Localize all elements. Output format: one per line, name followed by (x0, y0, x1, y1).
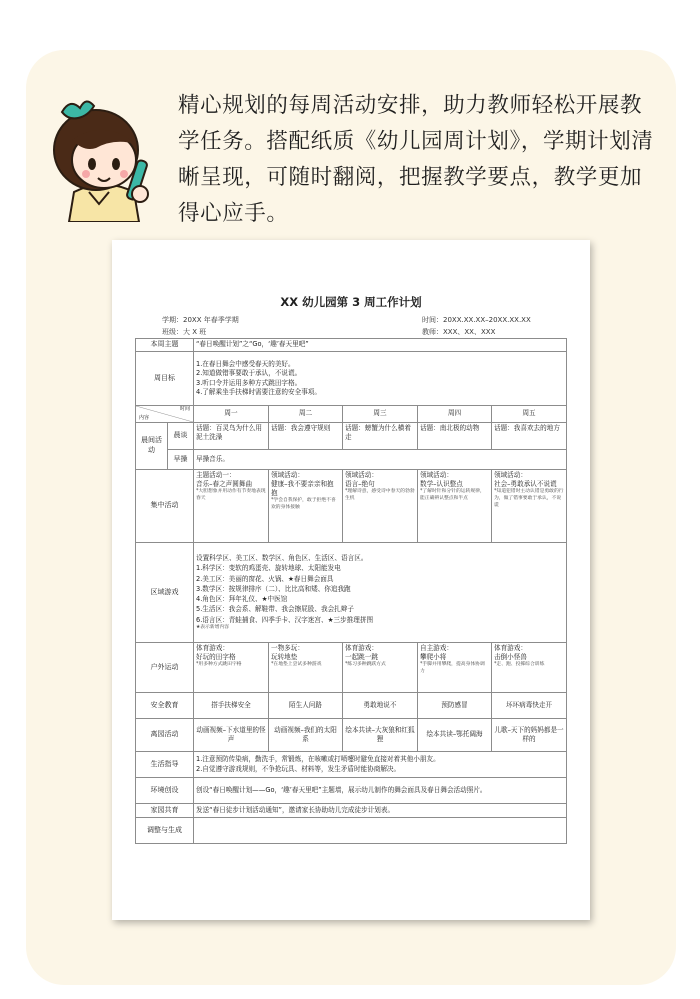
life-label: 生活指导 (136, 752, 194, 778)
chat-label: 晨谈 (168, 423, 194, 450)
safety-label: 安全教育 (136, 693, 194, 719)
env-label: 环境创设 (136, 778, 194, 804)
corner-header (136, 406, 194, 423)
plan-table (135, 338, 567, 844)
exercise-label: 早操 (168, 450, 194, 470)
central-cell: 主题活动一： 音乐–春之声圆舞曲 *大胆想象并用动作有节奏地表现春天 (194, 470, 269, 543)
plan-title: XX 幼儿园第 3 周工作计划 (280, 295, 422, 309)
morning-label: 晨间活动 (136, 423, 168, 470)
departure-cell: 动画视频–下水道里的怪声 (194, 719, 269, 752)
safety-cell: 陌生人问路 (269, 693, 343, 719)
central-cell: 领域活动： 语言–绝句 *理解诗意，感受诗中春天的勃勃生机 (343, 470, 418, 543)
girl-illustration (34, 92, 164, 222)
intro-text: 精心规划的每周活动安排，助力教师轻松开展教学任务。搭配纸质《幼儿园周计划》，学期计划清晰呈现，可随时翻阅，把握教学要点，教学更加得心应手。 (178, 93, 654, 226)
area-item: 2.美工区：美丽的窗花、火锅、★春日舞会面具 (196, 574, 334, 583)
outdoor-cell: 一物多玩： 玩转地垫 *在地垫上尝试多种游戏 (269, 643, 343, 693)
life-item: 1.注意预防传染病，勤洗手，常锻炼，在咳嗽或打喷嚏时避免直接对着其他小朋友。 (196, 755, 440, 764)
goal-item: 4.了解乘坐手扶梯时需要注意的安全事项。 (196, 387, 321, 396)
home-value: 发送“春日徒步计划活动通知”，邀请家长协助幼儿完成徒步计划表。 (194, 804, 567, 818)
area-item: 3.数学区：按规律排序（二）、比比高和矮、你追我跑 (196, 584, 351, 593)
teachers-text: 教师：XXX、XX、XXX (422, 328, 496, 336)
safety-cell: 预防感冒 (418, 693, 492, 719)
departure-cell: 绘本共读–大灰狼和红狐狸 (343, 719, 418, 752)
area-note: ★表示新增内容 (196, 624, 230, 630)
goals-label: 周目标 (136, 352, 194, 406)
safety-cell: 搭手扶梯安全 (194, 693, 269, 719)
adjust-value (194, 818, 567, 844)
day-header: 周四 (418, 406, 492, 423)
area-cell (194, 543, 567, 643)
departure-label: 离园活动 (136, 719, 194, 752)
theme-label: 本周主题 (136, 339, 194, 352)
outdoor-cell: 体育游戏： 一起跳一跳 *练习多种跳跃方式 (343, 643, 418, 693)
departure-cell: 儿歌–天下的妈妈都是一样的 (492, 719, 567, 752)
area-label: 区域游戏 (136, 543, 194, 643)
life-cell (194, 752, 567, 778)
goal-item: 2.知道做错事要敢于承认，不说谎。 (196, 369, 302, 378)
area-item: 6.语言区：青蛙捕食、四季手卡、汉字迷宫、★三步推理拼图 (196, 615, 374, 624)
central-cell: 领域活动： 健康–我不要亲亲和抱抱 *学会自我保护，敢于拒绝不喜欢的身体接触 (269, 470, 343, 543)
area-item: 设置科学区、美工区、数学区、角色区、生活区、语言区。 (196, 554, 368, 563)
chat-cell: 话题：百灵鸟为什么用泥土洗澡 (194, 423, 269, 450)
chat-cell: 话题：螃蟹为什么横着走 (343, 423, 418, 450)
goal-item: 1.在春日舞会中感受春天的美好。 (196, 360, 295, 369)
outdoor-cell: 自主游戏： 攀爬小将 *手脚并用攀爬，提高身体协调力 (418, 643, 492, 693)
weekly-plan-sheet (112, 240, 590, 920)
outdoor-cell: 体育游戏： 好玩的田字格 *用多种方式跳田字格 (194, 643, 269, 693)
chat-cell: 话题：我喜欢去的地方 (492, 423, 567, 450)
day-header: 周一 (194, 406, 269, 423)
day-header: 周五 (492, 406, 567, 423)
corner-time: 时间 (179, 406, 190, 412)
life-item: 2.自觉遵守游戏规则，不争抢玩具、材料等，发生矛盾时能协商解决。 (196, 764, 401, 773)
outdoor-cell: 体育游戏： 击倒小怪兽 *走、跑、投掷综合训练 (492, 643, 567, 693)
chat-cell: 话题：我会遵守规则 (269, 423, 343, 450)
class-text: 班级：大 X 班 (162, 328, 207, 336)
time-text: 时间：20XX.XX.XX–20XX.XX.XX (422, 316, 531, 324)
adjust-label: 调整与生成 (136, 818, 194, 844)
safety-cell: 勇敢地说不 (343, 693, 418, 719)
central-cell: 领域活动： 社会–勇敢承认不说谎 *知道犯错时主动认错是勇敢的行为，做了错事要敢于承认，不说谎 (492, 470, 567, 543)
day-header: 周三 (343, 406, 418, 423)
central-cell: 领域活动： 数学–认识整点 *了解时针和分针的运转规律，能正确辨认整点和半点 (418, 470, 492, 543)
outdoor-label: 户外运动 (136, 643, 194, 693)
env-value: 创设“春日唤醒计划——Go，‘趣’春天里吧”主题墙，展示幼儿制作的舞会面具及春日舞会活动照片。 (194, 778, 567, 804)
home-label: 家园共育 (136, 804, 194, 818)
exercise-value: 早操音乐。 (194, 450, 567, 470)
goals-cell (194, 352, 567, 406)
goal-item: 3.听口令并运用多种方式跳田字格。 (196, 378, 302, 387)
departure-cell: 绘本共读–鄂托阔海 (418, 719, 492, 752)
area-item: 5.生活区：我会系、解鞋带、我会擦屁股、我会扎辫子 (196, 605, 354, 614)
theme-value: “春日唤醒计划”之“Go，‘趣’春天里吧” (194, 339, 567, 352)
chat-cell: 话题：南北极的动物 (418, 423, 492, 450)
day-header: 周二 (269, 406, 343, 423)
corner-content: 内容 (139, 415, 150, 422)
area-item: 4.角色区：拜年礼仪、★中医馆 (196, 595, 288, 604)
departure-cell: 动画视频–我们的太阳系 (269, 719, 343, 752)
term-text: 学期：20XX 年春季学期 (162, 316, 239, 324)
area-item: 1.科学区：变软的鸡蛋壳、旋转地球、太阳能发电 (196, 564, 341, 573)
safety-cell: 坏坏病毒快走开 (492, 693, 567, 719)
central-label: 集中活动 (136, 470, 194, 543)
